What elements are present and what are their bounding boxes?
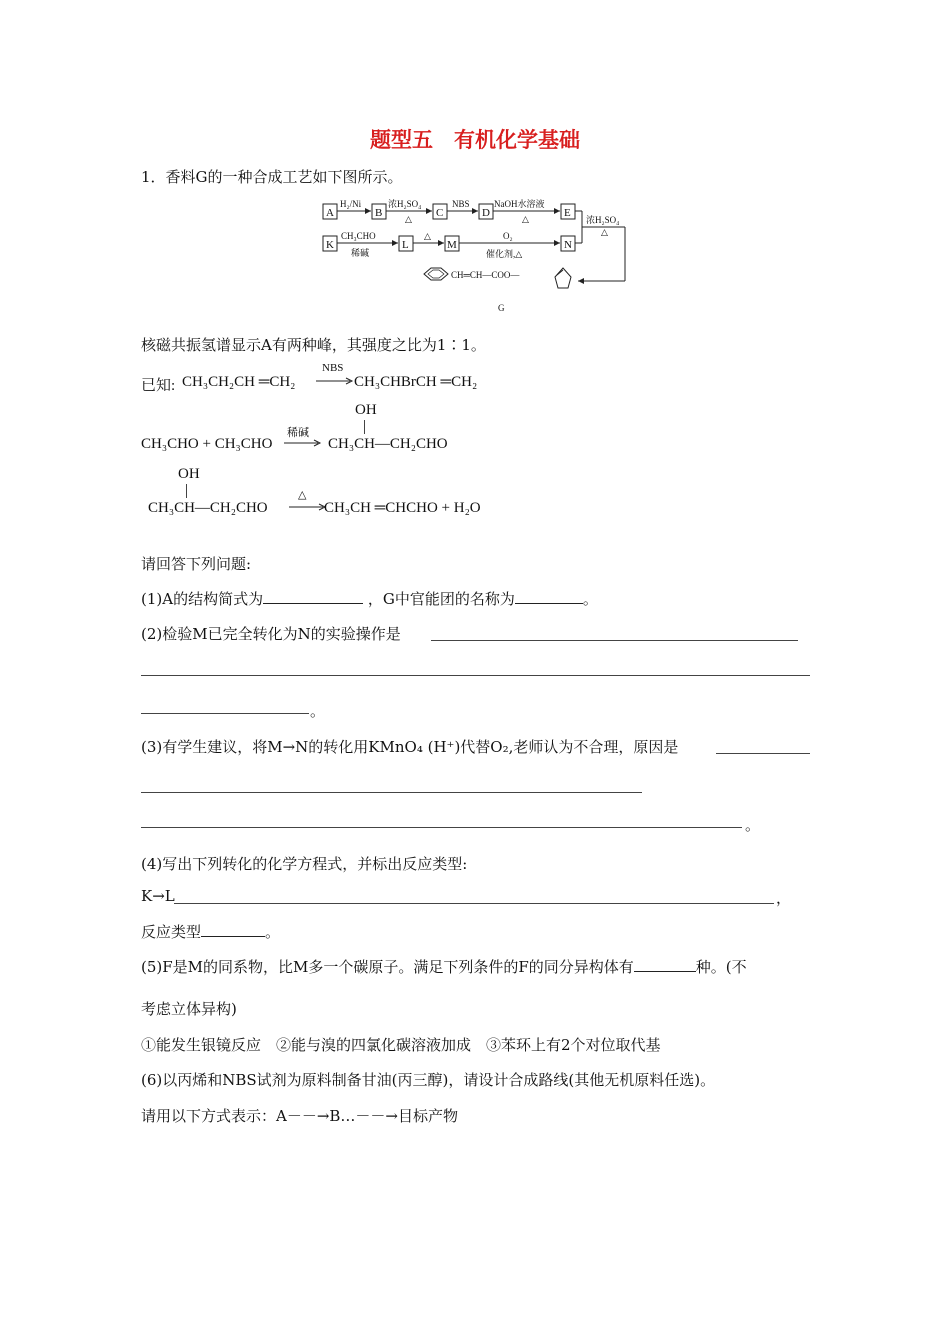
label-d-e-bottom: △ [522, 214, 529, 224]
q5-conditions: ①能发生银镜反应 ②能与溴的四氯化碳溶液加成 ③苯环上有2个对位取代基 [141, 1036, 661, 1054]
known-r2-left: CH₃CHO + CH₃CHO [141, 436, 273, 452]
q1-text-c: 。 [582, 590, 598, 608]
known-r3-right: CH₃CH ═CHCHO + H₂O [324, 500, 481, 516]
q5-text-b: 种。(不 [695, 958, 747, 976]
synthesis-scheme [0, 195, 950, 325]
box-A: A [326, 207, 334, 219]
known-r1-arrow [316, 376, 354, 386]
q3-answer-line-3[interactable] [141, 827, 742, 828]
known-prefix: 已知: [141, 378, 176, 394]
known-r3-left: CH₃CH—CH₂CHO [148, 500, 268, 516]
label-en-top: 浓H₂SO₄ [586, 215, 620, 225]
label-b-c-top: 浓H₂SO₄ [388, 199, 422, 209]
known-r2-reagent: 稀碱 [287, 427, 309, 439]
known-r2-oh: OH [355, 402, 377, 418]
label-b-c-bottom: △ [405, 214, 412, 224]
label-k-l-bottom: 稀碱 [351, 248, 370, 258]
label-l-m: △ [424, 231, 431, 241]
q1-answer-functional-group[interactable] [515, 588, 583, 604]
question-6: (6)以丙烯和NBS试剂为原料制备甘油(丙三醇)，请设计合成路线(其他无机原料任选)。 [141, 1071, 716, 1089]
known-r3-arrow [289, 502, 327, 512]
label-en-bottom: △ [601, 227, 608, 237]
q2-answer-line-3[interactable] [141, 713, 309, 714]
known-r2-bond [364, 420, 365, 434]
q6-format: 请用以下方式表示：A－－→B…－－→目标产物 [141, 1107, 458, 1125]
q4-answer-equation[interactable] [174, 903, 774, 904]
q4-end: 。 [265, 923, 281, 941]
product-label-g: G [498, 303, 505, 313]
q4-k-to-l: K→L [141, 887, 175, 905]
q2-text: (2)检验M已完全转化为N的实验操作是 [141, 625, 401, 643]
known-r1-left: CH₃CH₂CH ═CH₂ [182, 374, 296, 390]
question-3 [141, 736, 678, 757]
label-m-n-top: O₂ [503, 231, 513, 241]
q5-answer-count[interactable] [634, 956, 696, 972]
q1-text-b: ，G中官能团的名称为 [367, 590, 515, 608]
box-K: K [326, 239, 334, 251]
q2-end: 。 [310, 702, 326, 720]
box-B: B [375, 207, 383, 219]
q3-answer-line-1[interactable] [716, 753, 810, 754]
q5-text-c: 考虑立体异构) [141, 1000, 237, 1018]
q4-type-row [141, 921, 280, 942]
box-L: L [402, 239, 409, 251]
q5-text-a: (5)F是M的同系物，比M多一个碳原子。满足下列条件的F的同分异构体有 [141, 958, 634, 976]
label-k-l-top: CH₃CHO [341, 231, 376, 241]
q1-text-a: (1)A的结构简式为 [141, 590, 264, 608]
question-1 [141, 588, 598, 609]
known-r3-reagent: △ [298, 489, 307, 501]
known-r1-right: CH₃CHBrCH ═CH₂ [354, 374, 478, 390]
box-D: D [482, 207, 490, 219]
label-m-n-bottom: 催化剂,△ [486, 249, 523, 259]
q4-type-label: 反应类型 [141, 923, 202, 941]
box-M: M [447, 239, 457, 251]
known-r1-reagent: NBS [322, 362, 344, 374]
q4-comma: ， [776, 889, 792, 907]
label-c-d: NBS [452, 199, 470, 209]
question-5 [141, 956, 747, 977]
box-C: C [436, 207, 444, 219]
known-r2-arrow [284, 438, 322, 448]
q2-answer-line-2[interactable] [141, 675, 810, 676]
label-d-e-top: NaOH水溶液 [494, 199, 545, 209]
question-2 [141, 623, 401, 644]
known-r3-oh: OH [178, 466, 200, 482]
q2-answer-line-1[interactable] [431, 640, 798, 641]
q3-end: 。 [745, 816, 761, 834]
label-a-b: H₂/Ni [340, 199, 362, 209]
box-N: N [564, 239, 572, 251]
question-1-intro: 1．香料G的一种合成工艺如下图所示。 [141, 168, 403, 186]
q1-answer-structure[interactable] [263, 588, 363, 604]
box-E: E [564, 207, 571, 219]
questions-prompt: 请回答下列问题: [141, 555, 252, 573]
page-title: 题型五 有机化学基础 [370, 128, 580, 152]
known-r3-bond [186, 484, 187, 498]
question-4: (4)写出下列转化的化学方程式，并标出反应类型: [141, 855, 468, 873]
q3-answer-line-2[interactable] [141, 792, 642, 793]
nmr-statement: 核磁共振氢谱显示A有两种峰，其强度之比为1∶1。 [141, 336, 486, 354]
known-r2-right: CH₃CH—CH₂CHO [328, 436, 448, 452]
q3-text: (3)有学生建议，将M→N的转化用KMnO₄ (H⁺)代替O₂,老师认为不合理，原因是 [141, 738, 679, 756]
q4-answer-type[interactable] [201, 921, 265, 937]
product-formula: CH═CH—COO— [451, 270, 520, 280]
